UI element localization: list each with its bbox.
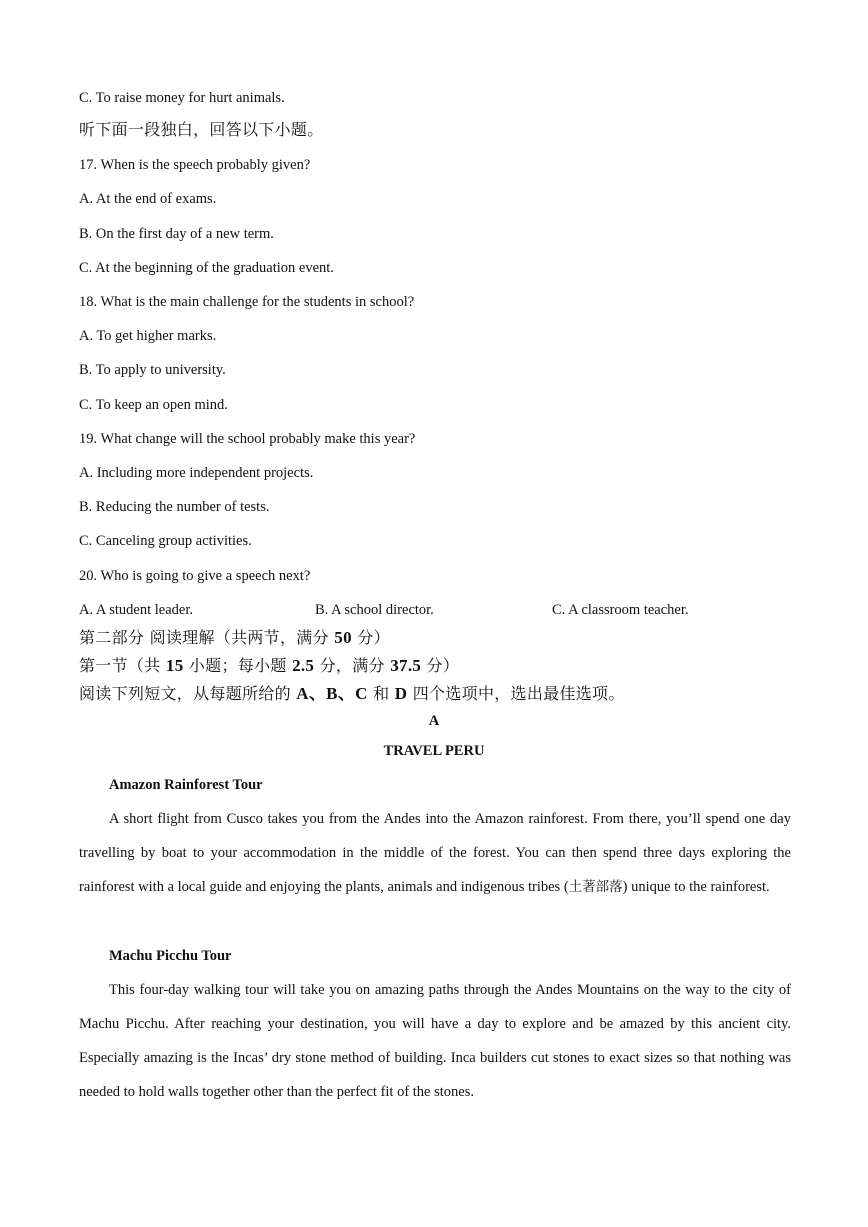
q17-option-c: C. At the beginning of the graduation event. <box>79 260 334 276</box>
q19-option-b: B. Reducing the number of tests. <box>79 499 270 515</box>
q19-option-c: C. Canceling group activities. <box>79 533 252 549</box>
tour2-heading: Machu Picchu Tour <box>109 948 232 964</box>
part-two-title: 第二部分 阅读理解（共两节，满分 50 分） <box>79 628 390 647</box>
q20-option-b: B. A school director. <box>315 602 434 618</box>
passage-letter: A <box>428 713 440 729</box>
section-one-title: 第一节（共 15 小题；每小题 2.5 分，满分 37.5 分） <box>79 656 460 675</box>
q17-stem: 17. When is the speech probably given? <box>79 157 311 173</box>
q19-option-a: A. Including more independent projects. <box>79 465 314 481</box>
q17-option-b: B. On the first day of a new term. <box>79 226 274 242</box>
q18-option-b: B. To apply to university. <box>79 362 226 378</box>
tour1-heading: Amazon Rainforest Tour <box>109 777 263 793</box>
q20-option-a: A. A student leader. <box>79 602 193 618</box>
reading-instruction: 阅读下列短文，从每题所给的 A、B、C 和 D 四个选项中，选出最佳选项。 <box>79 684 625 703</box>
tour1-paragraph: A short flight from Cusco takes you from the Andes into the Amazon rainforest. From there, you’ll spend one day travelling by boat to your accommodation in the middle of the forest. You can then spend three days exploring the rainforest with a local guide and enjoying the plants, animals and indigenous tribes (土著部落) unique to the rainforest. <box>79 811 791 895</box>
q17-option-a: A. At the end of exams. <box>79 191 217 207</box>
q18-stem: 18. What is the main challenge for the students in school? <box>79 294 415 310</box>
q20-option-c: C. A classroom teacher. <box>552 602 689 618</box>
q18-option-a: A. To get higher marks. <box>79 328 217 344</box>
q18-option-c: C. To keep an open mind. <box>79 397 228 413</box>
tour2-paragraph: This four-day walking tour will take you on amazing paths through the Andes Mountains on the way to the city of Machu Picchu. After reaching your destination, you will have a day to explore and be amazed by this ancient city. Especially amazing is the Incas’ dry stone method of building. Inca builders cut stones to exact sizes so that nothing was needed to hold walls together other than the perfect fit of the stones. <box>79 982 791 1100</box>
passage-title: TRAVEL PERU <box>383 743 485 759</box>
q16-option-c: C. To raise money for hurt animals. <box>79 90 285 106</box>
q19-stem: 19. What change will the school probably make this year? <box>79 431 416 447</box>
q20-stem: 20. Who is going to give a speech next? <box>79 568 311 584</box>
listening-instruction: 听下面一段独白，回答以下小题。 <box>79 120 324 139</box>
